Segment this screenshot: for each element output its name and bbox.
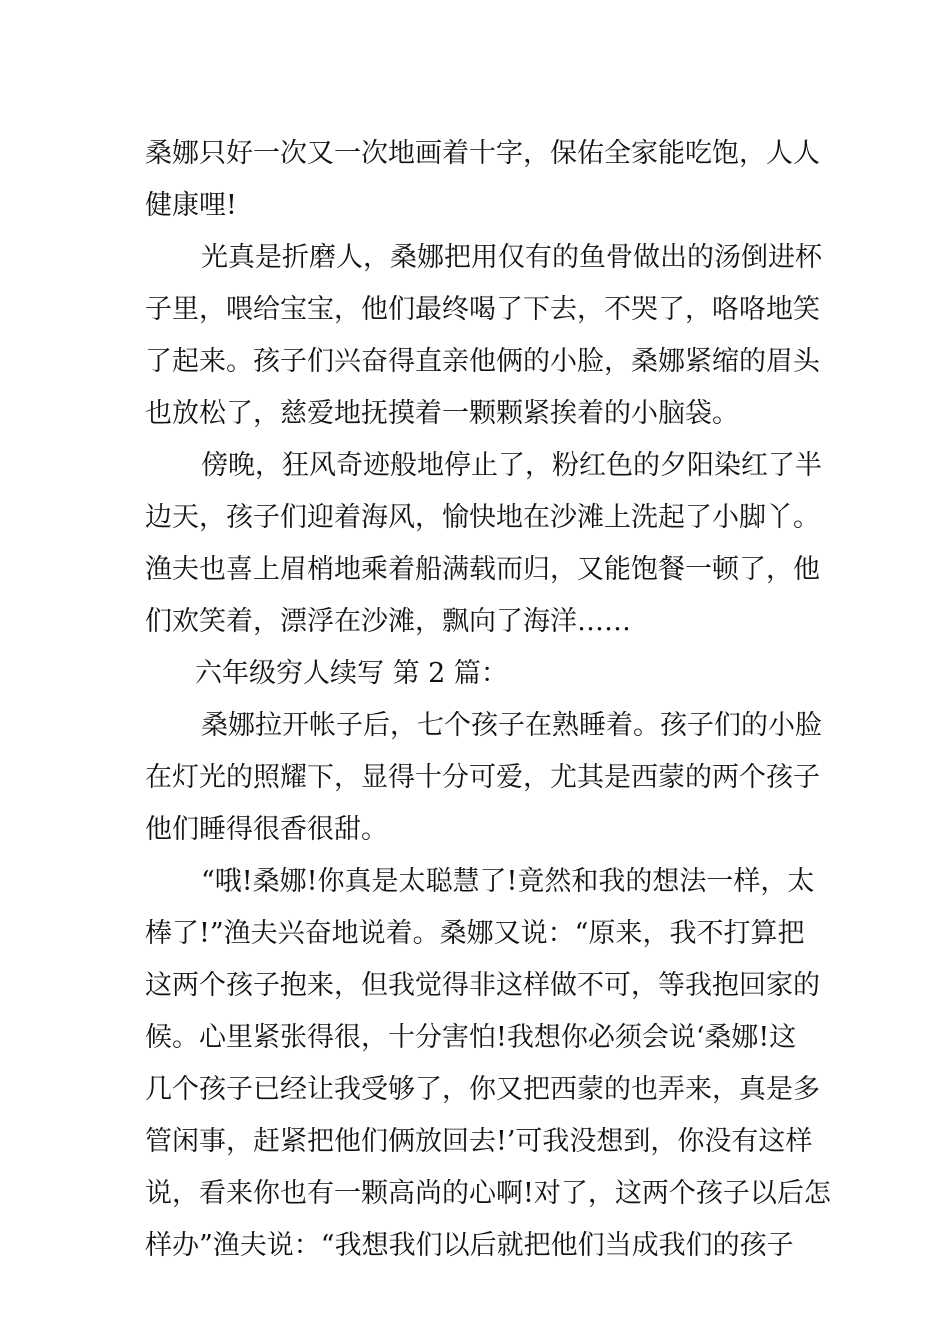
text-line: 桑娜拉开帐子后，七个孩子在熟睡着。孩子们的小脸 — [201, 710, 822, 741]
text-line: 样办”渔夫说：“我想我们以后就把他们当成我们的孩子 — [145, 1230, 794, 1261]
text-line: 这两个孩子抱来，但我觉得非这样做不可，等我抱回家的 — [145, 970, 820, 1001]
text-line: 边天，孩子们迎着海风，愉快地在沙滩上洗起了小脚丫。 — [145, 502, 820, 533]
text-line: 管闲事，赶紧把他们俩放回去!’可我没想到，你没有这样 — [145, 1126, 813, 1157]
text-line: 候。心里紧张得很，十分害怕!我想你必须会说‘桑娜!这 — [145, 1022, 797, 1053]
text-line: 们欢笑着，漂浮在沙滩，飘向了海洋…… — [145, 606, 631, 637]
text-line: 他们睡得很香很甜。 — [145, 814, 388, 845]
text-line: “哦!桑娜!你真是太聪慧了!竟然和我的想法一样，太 — [201, 866, 815, 897]
text-line: 光真是折磨人，桑娜把用仅有的鱼骨做出的汤倒进杯 — [201, 242, 822, 273]
section-heading: 六年级穷人续写 第 2 篇： — [195, 658, 508, 689]
text-line: 也放松了，慈爱地抚摸着一颗颗紧挨着的小脑袋。 — [145, 398, 739, 429]
text-line: 在灯光的照耀下，显得十分可爱，尤其是西蒙的两个孩子 — [145, 762, 820, 793]
text-line: 说，看来你也有一颗高尚的心啊!对了，这两个孩子以后怎 — [145, 1178, 831, 1209]
text-line: 渔夫也喜上眉梢地乘着船满载而归，又能饱餐一顿了，他 — [145, 554, 820, 585]
body-text — [145, 128, 831, 1272]
text-line: 子里，喂给宝宝，他们最终喝了下去，不哭了，咯咯地笑 — [145, 294, 820, 325]
text-line: 健康哩! — [145, 190, 237, 221]
text-line: 棒了!”渔夫兴奋地说着。桑娜又说：“原来，我不打算把 — [145, 918, 805, 949]
text-line: 傍晚，狂风奇迹般地停止了，粉红色的夕阳染红了半 — [201, 450, 822, 481]
text-line: 几个孩子已经让我受够了，你又把西蒙的也弄来，真是多 — [145, 1074, 820, 1105]
text-line: 了起来。孩子们兴奋得直亲他俩的小脸，桑娜紧缩的眉头 — [145, 346, 820, 377]
text-line: 桑娜只好一次又一次地画着十字，保佑全家能吃饱，人人 — [145, 138, 820, 169]
